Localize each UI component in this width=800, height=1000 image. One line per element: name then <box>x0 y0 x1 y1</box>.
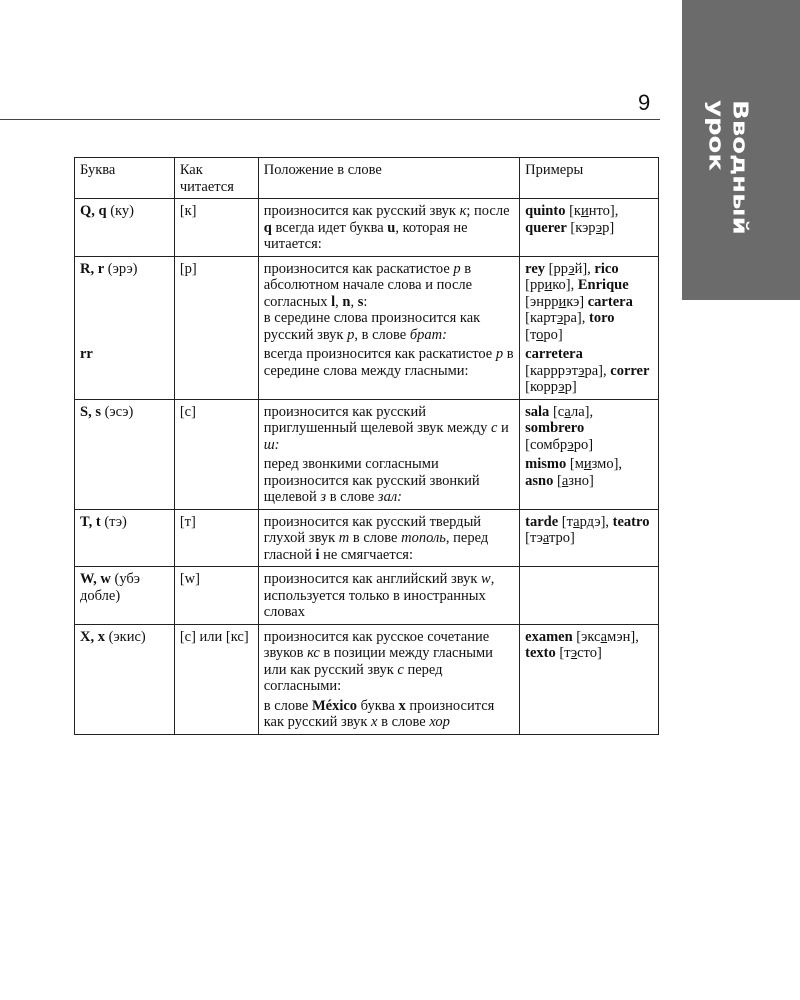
header-examples: Примеры <box>520 158 659 199</box>
position-cell <box>258 509 519 567</box>
header-reading: Как читается <box>174 158 258 199</box>
table-row <box>75 199 659 257</box>
position-text: в слове México буква x произносится как русский звук х в слове хор <box>263 697 495 730</box>
example-text: carretera [карррэтэра], correr [коррэр] <box>525 346 650 395</box>
sound-cell: [с] <box>174 399 258 509</box>
letter-cell <box>75 399 175 509</box>
header-position: Положение в слове <box>258 158 519 199</box>
examples-cell <box>520 624 659 734</box>
table-header-row <box>75 158 659 199</box>
sound-cell: [w] <box>174 567 258 625</box>
sound-cell: [р] <box>174 256 258 399</box>
example-text: sala [сала], sombrero [сомбрэро] <box>525 403 594 453</box>
letter-label: X, x (экис) <box>80 628 146 645</box>
table-row <box>75 509 659 567</box>
examples-cell <box>520 199 659 257</box>
sound-cell: [к] <box>174 199 258 257</box>
header-rule <box>0 119 660 120</box>
chapter-side-tab <box>682 0 800 300</box>
letter-cell <box>75 509 175 567</box>
letter-cell <box>75 256 175 399</box>
position-text: произносится как русское сочетание звуков кс в позиции между гласными или как русский звук с перед согласными: <box>263 628 493 694</box>
chapter-tab-label: Вводный урок <box>704 100 752 235</box>
position-cell <box>258 256 519 399</box>
example-text: tarde [тардэ], teatro [тэатро] <box>525 513 650 546</box>
table-row <box>75 399 659 509</box>
position-text: произносится как английский звук w, используется только в иностранных словах <box>263 571 495 620</box>
examples-cell <box>520 256 659 399</box>
position-cell <box>258 399 519 509</box>
letter-cell <box>75 199 175 257</box>
header-letter: Буква <box>75 158 175 199</box>
examples-cell <box>520 567 659 625</box>
letter-label: rr <box>80 346 93 362</box>
table-row <box>75 256 659 399</box>
example-text: quinto [кинто], querer [кэрэр] <box>525 203 619 236</box>
position-cell <box>258 567 519 625</box>
examples-cell <box>520 509 659 567</box>
sound-cell: [т] <box>174 509 258 567</box>
position-text: произносится как русский приглушенный щелевой звук между с и ш: <box>263 403 509 453</box>
position-text: произносится как раскатистое р в абсолютном начале слова и после согласных l, n, s: в середине слова произносится как русский звук р, в слове брат: <box>263 260 481 343</box>
position-text: перед звонкими согласными произносится как русский звонкий щелевой з в слове зал: <box>263 456 480 505</box>
position-text: произносится как русский звук к; после q всегда идет буква u, которая не читается: <box>263 203 510 252</box>
table-row <box>75 567 659 625</box>
letter-label: Q, q (ку) <box>80 203 134 219</box>
letter-label: W, w (убэ добле) <box>80 571 141 604</box>
table-body <box>75 199 659 735</box>
examples-cell <box>520 399 659 509</box>
pronunciation-table <box>74 157 659 735</box>
table-row <box>75 624 659 734</box>
position-cell <box>258 199 519 257</box>
letter-label: S, s (эсэ) <box>80 403 134 420</box>
page-number: 9 <box>638 90 651 115</box>
sound-cell: [с] или [кс] <box>174 624 258 734</box>
letter-label: R, r (эрэ) <box>80 260 138 277</box>
example-text: rey [ррэй], rico [ррико], Enrique [энррикэ] cartera [картэра], toro [торо] <box>525 260 633 343</box>
position-text: всегда произносится как раскатистое р в середине слова между гласными: <box>263 346 514 379</box>
position-text: произносится как русский твердый глухой звук т в слове тополь, перед гласной i не смягчается: <box>263 513 489 563</box>
letter-cell <box>75 567 175 625</box>
position-cell <box>258 624 519 734</box>
letter-label: T, t (тэ) <box>80 513 127 530</box>
example-text: mismo [мизмо], asno [азно] <box>525 456 623 489</box>
example-text: examen [эксамэн], texto [тэсто] <box>525 628 639 661</box>
letter-cell <box>75 624 175 734</box>
